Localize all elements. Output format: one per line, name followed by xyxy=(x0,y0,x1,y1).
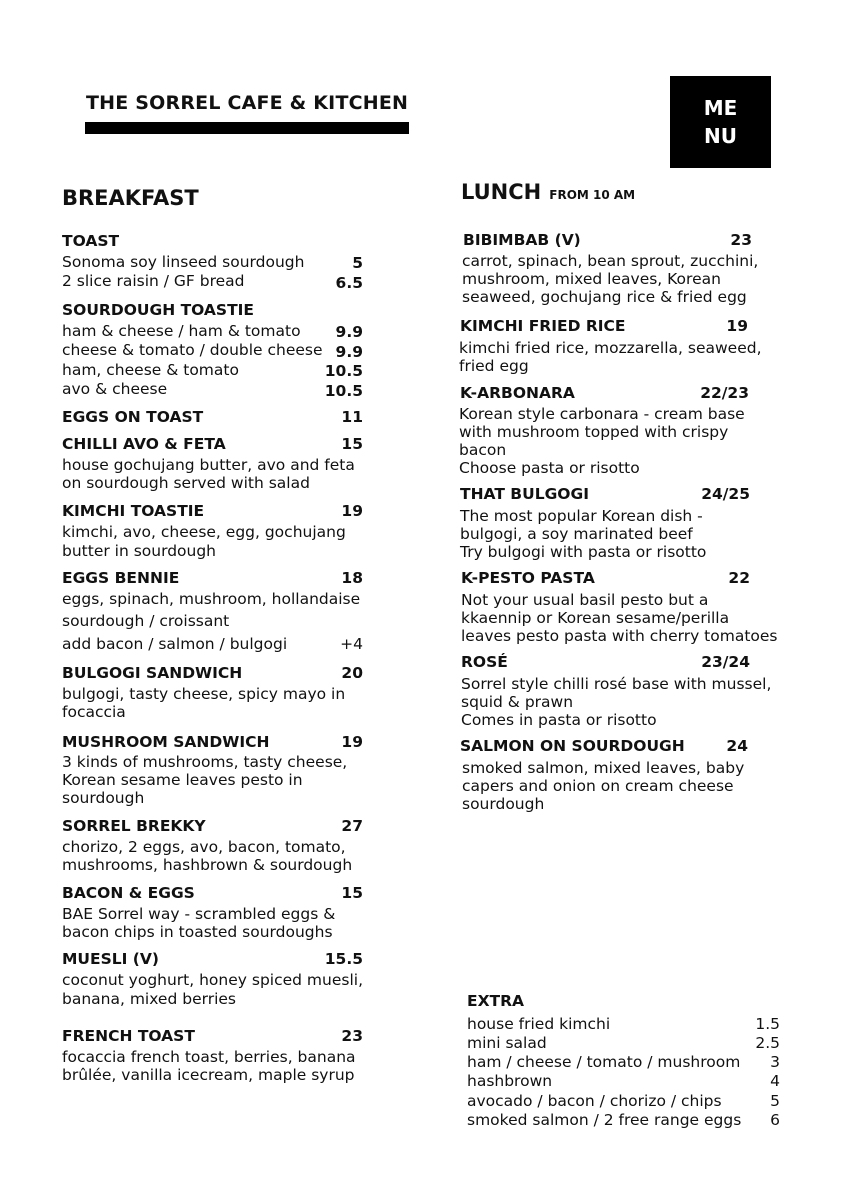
menu-badge-line1: ME xyxy=(703,96,738,120)
item-description: 3 kinds of mushrooms, tasty cheese, xyxy=(62,753,348,771)
item-name: EGGS ON TOAST xyxy=(62,408,204,426)
item-price: 22/23 xyxy=(700,384,749,402)
item-price: 18 xyxy=(341,569,363,587)
item-option: avo & cheese xyxy=(62,380,168,398)
item-price: 27 xyxy=(341,817,363,835)
item-name: K-PESTO PASTA xyxy=(461,569,595,587)
item-name: BIBIMBAB (V) xyxy=(463,231,581,249)
menu-badge-line2: NU xyxy=(704,124,737,148)
item-description: bacon chips in toasted sourdoughs xyxy=(62,923,333,941)
item-description: focaccia french toast, berries, banana xyxy=(62,1048,356,1066)
extra-item-price: 5 xyxy=(770,1092,780,1110)
item-name: K-ARBONARA xyxy=(460,384,575,402)
item-name: SORREL BREKKY xyxy=(62,817,206,835)
item-price: 9.9 xyxy=(335,343,363,361)
extra-item-name: ham / cheese / tomato / mushroom xyxy=(467,1053,741,1071)
extra-item-price: 3 xyxy=(770,1053,780,1071)
item-price: 20 xyxy=(341,664,363,682)
item-description: brûlée, vanilla icecream, maple syrup xyxy=(62,1066,355,1084)
item-description: squid & prawn xyxy=(461,693,574,711)
item-price: 15 xyxy=(341,435,363,453)
item-price: 6.5 xyxy=(335,274,363,292)
item-description: sourdough xyxy=(462,795,545,813)
item-description: smoked salmon, mixed leaves, baby xyxy=(462,759,745,777)
item-description: banana, mixed berries xyxy=(62,990,237,1008)
item-price: 19 xyxy=(726,317,748,335)
item-description: butter in sourdough xyxy=(62,542,217,560)
item-price: 23 xyxy=(341,1027,363,1045)
item-description: bacon xyxy=(459,441,507,459)
item-price: 10.5 xyxy=(324,362,363,380)
extra-item-name: mini salad xyxy=(467,1034,547,1052)
cafe-name: THE SORREL CAFE & KITCHEN xyxy=(86,92,409,114)
item-price: 11 xyxy=(341,408,363,426)
item-description: seaweed, gochujang rice & fried egg xyxy=(462,288,747,306)
item-description: bulgogi, a soy marinated beef xyxy=(460,525,693,543)
item-name: CHILLI AVO & FETA xyxy=(62,435,226,453)
item-description: house gochujang butter, avo and feta xyxy=(62,456,355,474)
item-name: MUESLI (V) xyxy=(62,950,159,968)
item-name: TOAST xyxy=(62,232,120,250)
item-description: Not your usual basil pesto but a xyxy=(461,591,709,609)
lunch-heading: LUNCH xyxy=(461,180,542,204)
lunch-heading-group xyxy=(461,180,635,204)
item-addon: add bacon / salmon / bulgogi xyxy=(62,635,288,653)
extra-item-name: smoked salmon / 2 free range eggs xyxy=(467,1111,742,1129)
item-price: 10.5 xyxy=(324,382,363,400)
extra-item-price: 6 xyxy=(770,1111,780,1129)
item-option: Sonoma soy linseed sourdough xyxy=(62,253,305,271)
item-description: Choose pasta or risotto xyxy=(459,459,640,477)
item-price: 24 xyxy=(726,737,748,755)
item-price: 15.5 xyxy=(324,950,363,968)
addon-price: +4 xyxy=(340,635,363,653)
item-price: 9.9 xyxy=(335,323,363,341)
item-name: MUSHROOM SANDWICH xyxy=(62,733,270,751)
item-name: SALMON ON SOURDOUGH xyxy=(460,737,685,755)
item-description: mushroom, mixed leaves, Korean xyxy=(462,270,721,288)
item-description: BAE Sorrel way - scrambled eggs & xyxy=(62,905,336,923)
item-description: Korean sesame leaves pesto in xyxy=(62,771,303,789)
item-description: focaccia xyxy=(62,703,126,721)
item-description: on sourdough served with salad xyxy=(62,474,310,492)
breakfast-heading: BREAKFAST xyxy=(62,186,199,210)
item-option: 2 slice raisin / GF bread xyxy=(62,272,245,290)
item-description: eggs, spinach, mushroom, hollandaise xyxy=(62,590,361,608)
item-name: THAT BULGOGI xyxy=(460,485,589,503)
lunch-subtitle: FROM 10 AM xyxy=(549,188,636,202)
item-description: coconut yoghurt, honey spiced muesli, xyxy=(62,971,363,989)
item-description: sourdough xyxy=(62,789,145,807)
extra-item-price: 2.5 xyxy=(755,1034,780,1052)
item-price: 15 xyxy=(341,884,363,902)
item-price: 23 xyxy=(730,231,752,249)
item-description: Comes in pasta or risotto xyxy=(461,711,657,729)
item-description: Korean style carbonara - cream base xyxy=(459,405,745,423)
menu-badge xyxy=(670,76,771,168)
item-option: cheese & tomato / double cheese xyxy=(62,341,323,359)
extra-heading: EXTRA xyxy=(467,992,525,1010)
item-description: carrot, spinach, bean sprout, zucchini, xyxy=(462,252,759,270)
extra-item-price: 1.5 xyxy=(755,1015,780,1033)
item-name: BULGOGI SANDWICH xyxy=(62,664,243,682)
item-price: 19 xyxy=(341,502,363,520)
item-name: KIMCHI TOASTIE xyxy=(62,502,205,520)
item-description: bulgogi, tasty cheese, spicy mayo in xyxy=(62,685,346,703)
item-description: mushrooms, hashbrown & sourdough xyxy=(62,856,353,874)
item-option: ham & cheese / ham & tomato xyxy=(62,322,301,340)
item-price: 24/25 xyxy=(701,485,750,503)
item-option: ham, cheese & tomato xyxy=(62,361,239,379)
item-description: capers and onion on cream cheese xyxy=(462,777,734,795)
item-price: 19 xyxy=(341,733,363,751)
item-description: kimchi, avo, cheese, egg, gochujang xyxy=(62,523,346,541)
item-description: kkaennip or Korean sesame/perilla xyxy=(461,609,730,627)
item-name: ROSÉ xyxy=(461,653,508,671)
item-description: Sorrel style chilli rosé base with mussel, xyxy=(461,675,772,693)
item-name: EGGS BENNIE xyxy=(62,569,180,587)
item-description: leaves pesto pasta with cherry tomatoes xyxy=(461,627,778,645)
item-description: fried egg xyxy=(459,357,529,375)
extra-item-name: house fried kimchi xyxy=(467,1015,611,1033)
extra-item-name: hashbrown xyxy=(467,1072,553,1090)
item-description: with mushroom topped with crispy xyxy=(459,423,729,441)
extra-item-name: avocado / bacon / chorizo / chips xyxy=(467,1092,722,1110)
extra-item-price: 4 xyxy=(770,1072,780,1090)
item-description: kimchi fried rice, mozzarella, seaweed, xyxy=(459,339,762,357)
item-price: 5 xyxy=(352,254,363,272)
item-price: 22 xyxy=(728,569,750,587)
item-name: FRENCH TOAST xyxy=(62,1027,195,1045)
item-name: KIMCHI FRIED RICE xyxy=(460,317,626,335)
item-description: Try bulgogi with pasta or risotto xyxy=(460,543,707,561)
item-description: chorizo, 2 eggs, avo, bacon, tomato, xyxy=(62,838,346,856)
item-name: BACON & EGGS xyxy=(62,884,195,902)
item-price: 23/24 xyxy=(701,653,750,671)
item-description: The most popular Korean dish - xyxy=(460,507,703,525)
item-name: SOURDOUGH TOASTIE xyxy=(62,301,255,319)
title-underline-bar xyxy=(85,122,409,134)
item-description: sourdough / croissant xyxy=(62,612,230,630)
